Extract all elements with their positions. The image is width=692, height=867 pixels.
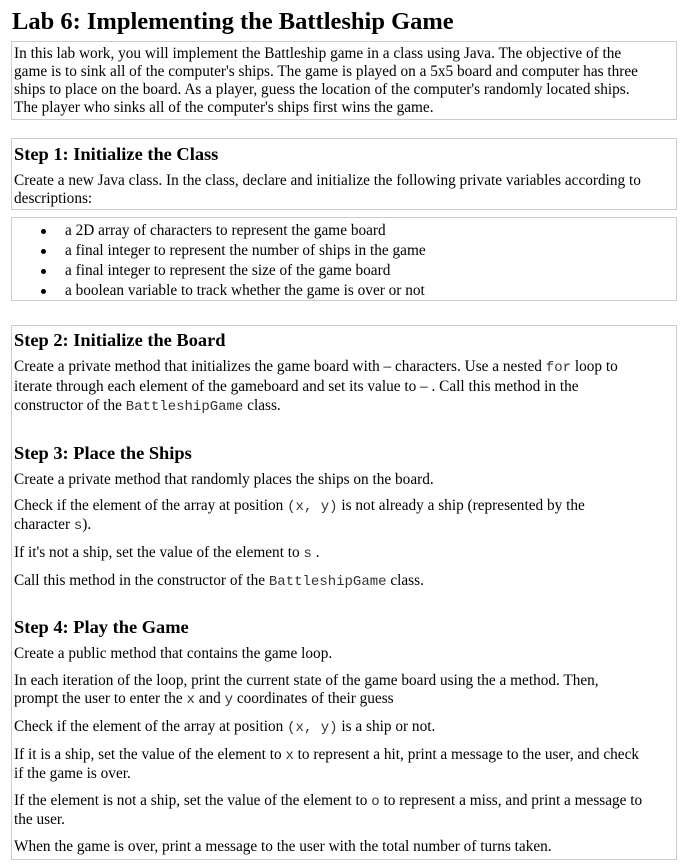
bullet-icon (41, 249, 46, 254)
step4-heading: Step 4: Play the Game (14, 617, 189, 637)
step3-paragraph: Check if the element of the array at position (x, y) is not already a ship (represented by the (14, 497, 585, 515)
step2-line: Create a private method that initializes the game board with – characters. Use a nested for loop to (14, 358, 618, 376)
step3-paragraph: Call this method in the constructor of the BattleshipGame class. (14, 572, 424, 590)
code-ship-char: s (303, 546, 312, 562)
variables-list (40, 221, 426, 301)
step4-paragraph: Create a public method that contains the game loop. (14, 645, 333, 662)
step4-paragraph: prompt the user to enter the x and y coordinates of their guess (14, 690, 394, 708)
code-class-name: BattleshipGame (125, 399, 244, 415)
bullet-icon (41, 269, 46, 274)
page-title: Lab 6: Implementing the Battleship Game (12, 8, 454, 35)
bullet-icon (41, 229, 46, 234)
code-class-name: BattleshipGame (268, 574, 387, 590)
code-ship-char: s (73, 518, 83, 534)
step4-paragraph: When the game is over, print a message to the user with the total number of turns taken. (14, 838, 552, 855)
list-item: a boolean variable to track whether the game is over or not (40, 281, 426, 301)
step4-paragraph: If the element is not a ship, set the value of the element to o to represent a miss, and print a message to (14, 792, 643, 810)
code-position: (x, y) (287, 499, 338, 515)
step2-line: iterate through each element of the gameboard and set its value to – . Call this method in the (14, 378, 579, 395)
step3-paragraph: Create a private method that randomly places the ships on the board. (14, 471, 434, 488)
code-position: (x, y) (287, 720, 338, 736)
intro-line: ships to place on the board. As a player, guess the location of the computer's randomly located ships. (14, 81, 630, 98)
step4-paragraph: In each iteration of the loop, print the current state of the game board using the a method. Then, (14, 672, 599, 689)
step4-paragraph: Check if the element of the array at position (x, y) is a ship or not. (14, 718, 436, 736)
code-for: for (545, 360, 572, 376)
code-hit-char: x (285, 748, 294, 764)
list-item: a final integer to represent the number of ships in the game (40, 241, 426, 261)
list-item: a 2D array of characters to represent the game board (40, 221, 426, 241)
step3-paragraph: If it's not a ship, set the value of the element to s . (14, 544, 320, 562)
code-y: y (224, 692, 234, 708)
code-miss-char: o (371, 794, 380, 810)
list-item: a final integer to represent the size of the game board (40, 261, 426, 281)
step4-paragraph: if the game is over. (14, 765, 131, 782)
step2-heading: Step 2: Initialize the Board (14, 330, 226, 350)
intro-line: game is to sink all of the computer's ships. The game is played on a 5x5 board and computer has three (14, 63, 638, 80)
code-x: x (186, 692, 195, 708)
step1-heading: Step 1: Initialize the Class (14, 144, 219, 164)
step4-paragraph: If it is a ship, set the value of the element to x to represent a hit, print a message to the user, and check (14, 746, 640, 764)
step3-paragraph: character s). (14, 516, 92, 534)
step3-heading: Step 3: Place the Ships (14, 443, 192, 463)
intro-line: The player who sinks all of the computer's ships first wins the game. (14, 99, 434, 116)
step1-text: Create a new Java class. In the class, declare and initialize the following private variables according to descriptions: (14, 172, 641, 207)
bullet-icon (41, 289, 46, 294)
intro-line: In this lab work, you will implement the Battleship game in a class using Java. The objective of the (14, 45, 622, 62)
step2-line: constructor of the BattleshipGame class. (14, 397, 281, 415)
step4-paragraph: the user. (14, 811, 65, 828)
